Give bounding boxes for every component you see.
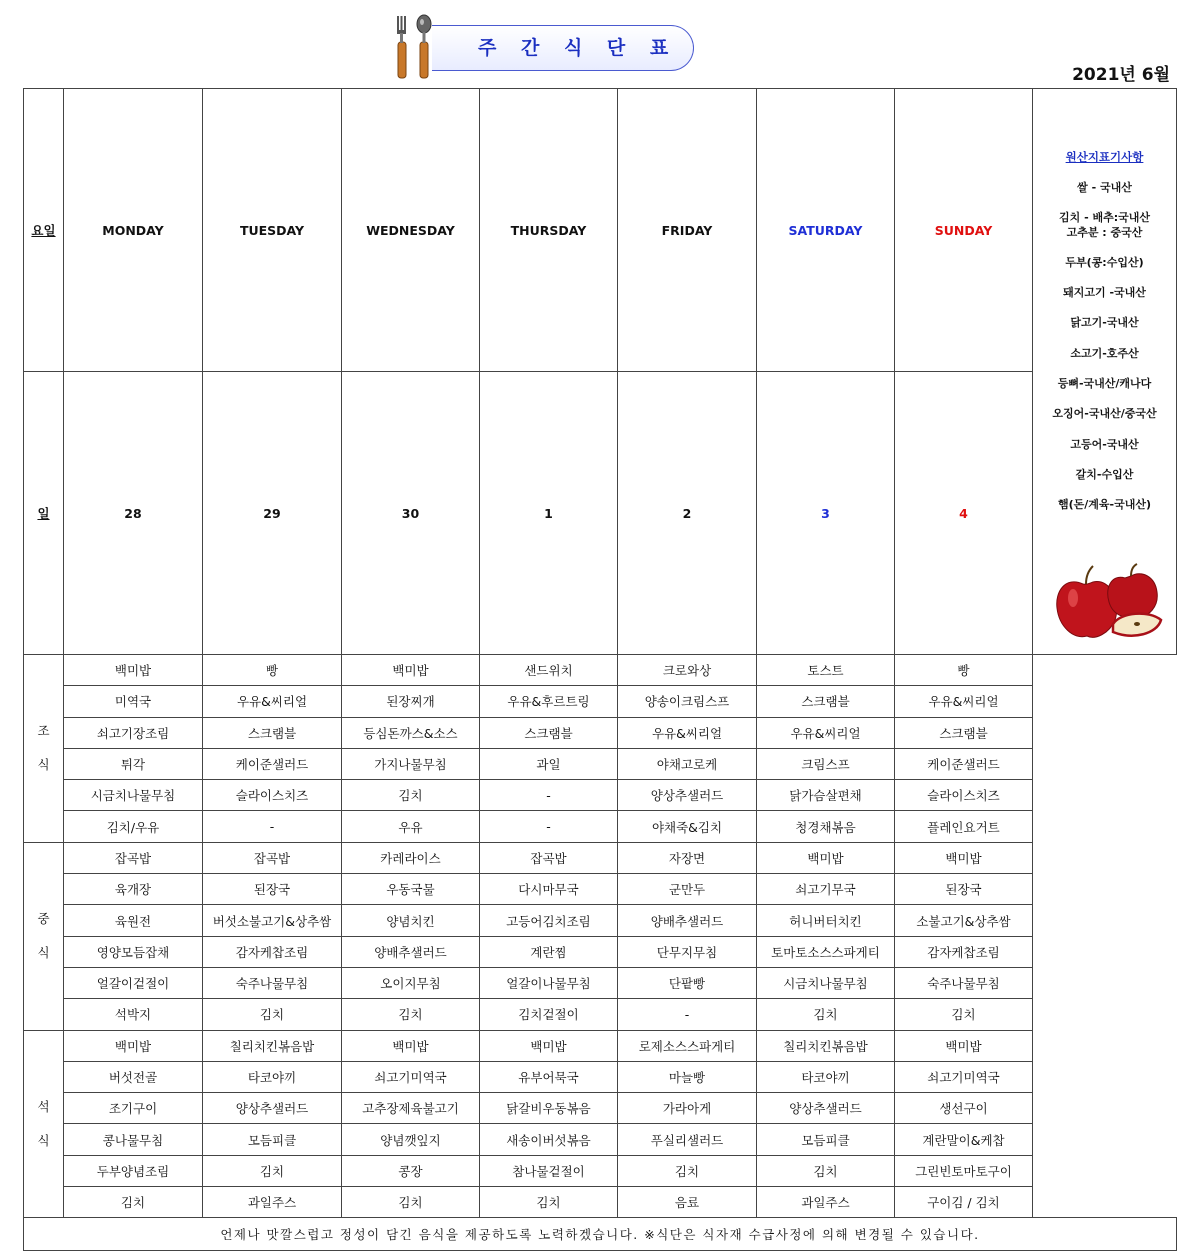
lunch-saturday-dish: 시금치나물무침 [757, 967, 895, 998]
dinner-tuesday-dish: 타코야끼 [203, 1061, 342, 1092]
table-row [24, 999, 1177, 1030]
origin-item: 갈치-수입산 [1075, 467, 1134, 481]
weekday-wednesday: WEDNESDAY [342, 89, 480, 372]
dinner-tuesday-dish: 양상추샐러드 [203, 1093, 342, 1124]
breakfast-sunday-dish: 빵 [895, 655, 1033, 686]
dinner-monday-dish: 김치 [64, 1187, 203, 1218]
dinner-tuesday-dish: 김치 [203, 1155, 342, 1186]
date-thursday: 1 [480, 372, 618, 655]
breakfast-sunday-dish: 플레인요거트 [895, 811, 1033, 842]
lunch-friday-dish: 군만두 [618, 874, 757, 905]
origin-item: 닭고기-국내산 [1070, 316, 1139, 330]
date-wednesday: 30 [342, 372, 480, 655]
dinner-label-char: 석 [37, 1098, 50, 1114]
table-row [24, 1061, 1177, 1092]
table-row [24, 936, 1177, 967]
lunch-sunday-dish: 된장국 [895, 874, 1033, 905]
menu-body [24, 655, 1177, 1218]
dinner-thursday-dish: 유부어묵국 [480, 1061, 618, 1092]
breakfast-monday-dish: 김치/우유 [64, 811, 203, 842]
breakfast-wednesday-dish: 김치 [342, 780, 480, 811]
breakfast-tuesday-dish: 빵 [203, 655, 342, 686]
dinner-tuesday-dish: 과일주스 [203, 1187, 342, 1218]
dinner-friday-dish: 푸실리샐러드 [618, 1124, 757, 1155]
lunch-saturday-dish: 백미밥 [757, 842, 895, 873]
footer-note: 언제나 맛깔스럽고 정성이 담긴 음식을 제공하도록 노력하겠습니다. ※식단은 식자재 수급사정에 의해 변경될 수 있습니다. [24, 1218, 1177, 1251]
dinner-thursday-dish: 김치 [480, 1187, 618, 1218]
dinner-thursday-dish: 닭갈비우동볶음 [480, 1093, 618, 1124]
lunch-friday-dish: - [618, 999, 757, 1030]
breakfast-monday-dish: 시금치나물무침 [64, 780, 203, 811]
dinner-wednesday-dish: 양념깻잎지 [342, 1124, 480, 1155]
lunch-tuesday-dish: 잡곡밥 [203, 842, 342, 873]
breakfast-monday-dish: 튀각 [64, 748, 203, 779]
table-row [24, 905, 1177, 936]
dinner-sunday-dish: 구이김 / 김치 [895, 1187, 1033, 1218]
weekly-menu-table [23, 88, 1177, 1251]
lunch-tuesday-dish: 버섯소불고기&상추쌈 [203, 905, 342, 936]
breakfast-friday-dish: 양상추샐러드 [618, 780, 757, 811]
dinner-monday-dish: 두부양념조림 [64, 1155, 203, 1186]
breakfast-label [24, 655, 64, 843]
origin-item: 고추분 : 중국산 [1066, 225, 1143, 239]
weekday-label: 요일 [24, 89, 64, 372]
lunch-sunday-dish: 감자케찹조림 [895, 936, 1033, 967]
lunch-thursday-dish: 얼갈이나물무침 [480, 967, 618, 998]
origin-title: 원산지표기사항 [1065, 150, 1144, 164]
breakfast-friday-dish: 야채고로케 [618, 748, 757, 779]
dinner-wednesday-dish: 백미밥 [342, 1030, 480, 1061]
table-row [24, 655, 1177, 686]
lunch-friday-dish: 단무지무침 [618, 936, 757, 967]
table-row [24, 967, 1177, 998]
breakfast-wednesday-dish: 우유 [342, 811, 480, 842]
lunch-friday-dish: 단팥빵 [618, 967, 757, 998]
dinner-monday-dish: 콩나물무침 [64, 1124, 203, 1155]
dinner-saturday-dish: 양상추샐러드 [757, 1093, 895, 1124]
dinner-wednesday-dish: 김치 [342, 1187, 480, 1218]
dinner-label [24, 1030, 64, 1218]
lunch-friday-dish: 자장면 [618, 842, 757, 873]
lunch-monday-dish: 잡곡밥 [64, 842, 203, 873]
breakfast-friday-dish: 우유&씨리얼 [618, 717, 757, 748]
weekday-monday: MONDAY [64, 89, 203, 372]
table-row [24, 1093, 1177, 1124]
lunch-sunday-dish: 소불고기&상추쌈 [895, 905, 1033, 936]
lunch-monday-dish: 육개장 [64, 874, 203, 905]
dinner-saturday-dish: 김치 [757, 1155, 895, 1186]
breakfast-friday-dish: 크로와상 [618, 655, 757, 686]
dinner-saturday-dish: 과일주스 [757, 1187, 895, 1218]
footer-row [24, 1218, 1177, 1251]
weekday-saturday: SATURDAY [757, 89, 895, 372]
date-row [24, 372, 1177, 655]
origin-list [1033, 181, 1176, 513]
dinner-friday-dish: 음료 [618, 1187, 757, 1218]
dinner-sunday-dish: 생선구이 [895, 1093, 1033, 1124]
origin-item: 등뼈-국내산/캐나다 [1057, 377, 1152, 391]
origin-item: 쌀 - 국내산 [1077, 181, 1132, 194]
breakfast-wednesday-dish: 가지나물무침 [342, 748, 480, 779]
breakfast-tuesday-dish: 슬라이스치즈 [203, 780, 342, 811]
breakfast-saturday-dish: 크림스프 [757, 748, 895, 779]
lunch-thursday-dish: 잡곡밥 [480, 842, 618, 873]
table-row [24, 686, 1177, 717]
dinner-sunday-dish: 백미밥 [895, 1030, 1033, 1061]
table-row [24, 1187, 1177, 1218]
date-monday: 28 [64, 372, 203, 655]
table-row [24, 874, 1177, 905]
origin-item: 돼지고기 -국내산 [1063, 286, 1146, 300]
lunch-thursday-dish: 다시마무국 [480, 874, 618, 905]
lunch-thursday-dish: 계란찜 [480, 936, 618, 967]
breakfast-monday-dish: 백미밥 [64, 655, 203, 686]
breakfast-thursday-dish: 과일 [480, 748, 618, 779]
date-saturday: 3 [757, 372, 895, 655]
date-sunday: 4 [895, 372, 1033, 655]
origin-item: 오징어-국내산/중국산 [1052, 407, 1157, 421]
lunch-tuesday-dish: 김치 [203, 999, 342, 1030]
lunch-wednesday-dish: 김치 [342, 999, 480, 1030]
weekday-sunday: SUNDAY [895, 89, 1033, 372]
weekday-row [24, 89, 1177, 372]
origin-item: 고등어-국내산 [1070, 437, 1139, 451]
page-header [0, 0, 1200, 88]
table-row [24, 717, 1177, 748]
day-label: 일 [24, 372, 64, 655]
breakfast-sunday-dish: 스크램블 [895, 717, 1033, 748]
lunch-label-char: 중 [37, 911, 50, 927]
lunch-wednesday-dish: 오이지무침 [342, 967, 480, 998]
lunch-monday-dish: 얼갈이겉절이 [64, 967, 203, 998]
breakfast-label-char: 식 [37, 757, 50, 773]
breakfast-sunday-dish: 슬라이스치즈 [895, 780, 1033, 811]
dinner-thursday-dish: 백미밥 [480, 1030, 618, 1061]
lunch-label-char: 식 [37, 945, 50, 961]
lunch-thursday-dish: 고등어김치조림 [480, 905, 618, 936]
table-row [24, 780, 1177, 811]
breakfast-friday-dish: 양송이크림스프 [618, 686, 757, 717]
dinner-friday-dish: 마늘빵 [618, 1061, 757, 1092]
table-row [24, 1030, 1177, 1061]
dinner-monday-dish: 백미밥 [64, 1030, 203, 1061]
breakfast-thursday-dish: 스크램블 [480, 717, 618, 748]
lunch-tuesday-dish: 감자케찹조림 [203, 936, 342, 967]
dinner-sunday-dish: 그린빈토마토구이 [895, 1155, 1033, 1186]
lunch-monday-dish: 석박지 [64, 999, 203, 1030]
breakfast-monday-dish: 미역국 [64, 686, 203, 717]
dinner-tuesday-dish: 칠리치킨볶음밥 [203, 1030, 342, 1061]
lunch-wednesday-dish: 카레라이스 [342, 842, 480, 873]
table-row [24, 842, 1177, 873]
origin-item: 소고기-호주산 [1070, 346, 1139, 360]
origin-item: 두부(콩:수입산) [1065, 255, 1144, 269]
table-row [24, 1155, 1177, 1186]
dinner-sunday-dish: 계란말이&케찹 [895, 1124, 1033, 1155]
breakfast-saturday-dish: 닭가슴살편채 [757, 780, 895, 811]
dinner-wednesday-dish: 고추장제육불고기 [342, 1093, 480, 1124]
lunch-saturday-dish: 김치 [757, 999, 895, 1030]
lunch-saturday-dish: 토마토소스스파게티 [757, 936, 895, 967]
origin-item: 김치 - 배추:국내산 [1058, 211, 1150, 225]
weekday-thursday: THURSDAY [480, 89, 618, 372]
lunch-sunday-dish: 백미밥 [895, 842, 1033, 873]
dinner-monday-dish: 조기구이 [64, 1093, 203, 1124]
date-tuesday: 29 [203, 372, 342, 655]
date-friday: 2 [618, 372, 757, 655]
breakfast-wednesday-dish: 된장찌개 [342, 686, 480, 717]
breakfast-tuesday-dish: 스크램블 [203, 717, 342, 748]
breakfast-wednesday-dish: 백미밥 [342, 655, 480, 686]
breakfast-saturday-dish: 우유&씨리얼 [757, 717, 895, 748]
lunch-thursday-dish: 김치겉절이 [480, 999, 618, 1030]
month-label: 2021년 6월 [1072, 65, 1170, 85]
dinner-saturday-dish: 모듬피클 [757, 1124, 895, 1155]
breakfast-thursday-dish: - [480, 811, 618, 842]
origin-item: 햄(돈/계육-국내산) [1057, 498, 1152, 512]
dinner-tuesday-dish: 모듬피클 [203, 1124, 342, 1155]
breakfast-thursday-dish: 우유&후르트링 [480, 686, 618, 717]
breakfast-wednesday-dish: 등심돈까스&소스 [342, 717, 480, 748]
weekday-friday: FRIDAY [618, 89, 757, 372]
breakfast-thursday-dish: - [480, 780, 618, 811]
table-row [24, 1124, 1177, 1155]
table-row [24, 811, 1177, 842]
dinner-friday-dish: 가라아게 [618, 1093, 757, 1124]
dinner-monday-dish: 버섯전골 [64, 1061, 203, 1092]
breakfast-saturday-dish: 토스트 [757, 655, 895, 686]
lunch-wednesday-dish: 양념치킨 [342, 905, 480, 936]
dinner-friday-dish: 로제소스스파게티 [618, 1030, 757, 1061]
dinner-thursday-dish: 참나물겉절이 [480, 1155, 618, 1186]
breakfast-saturday-dish: 스크램블 [757, 686, 895, 717]
apple-icon [1053, 562, 1163, 642]
lunch-wednesday-dish: 우동국물 [342, 874, 480, 905]
breakfast-sunday-dish: 케이준샐러드 [895, 748, 1033, 779]
page-title: 주 간 식 단 표 [478, 37, 678, 59]
dinner-wednesday-dish: 쇠고기미역국 [342, 1061, 480, 1092]
dinner-sunday-dish: 쇠고기미역국 [895, 1061, 1033, 1092]
lunch-sunday-dish: 숙주나물무침 [895, 967, 1033, 998]
dinner-thursday-dish: 새송이버섯볶음 [480, 1124, 618, 1155]
breakfast-tuesday-dish: 우유&씨리얼 [203, 686, 342, 717]
lunch-sunday-dish: 김치 [895, 999, 1033, 1030]
lunch-saturday-dish: 허니버터치킨 [757, 905, 895, 936]
lunch-tuesday-dish: 숙주나물무침 [203, 967, 342, 998]
breakfast-saturday-dish: 청경채볶음 [757, 811, 895, 842]
lunch-monday-dish: 영양모듬잡채 [64, 936, 203, 967]
dinner-saturday-dish: 칠리치킨볶음밥 [757, 1030, 895, 1061]
breakfast-label-char: 조 [37, 723, 50, 739]
breakfast-tuesday-dish: - [203, 811, 342, 842]
dinner-saturday-dish: 타코야끼 [757, 1061, 895, 1092]
breakfast-monday-dish: 쇠고기장조림 [64, 717, 203, 748]
dinner-wednesday-dish: 콩장 [342, 1155, 480, 1186]
origin-panel [1033, 89, 1177, 655]
table-row [24, 748, 1177, 779]
dinner-friday-dish: 김치 [618, 1155, 757, 1186]
lunch-friday-dish: 양배추샐러드 [618, 905, 757, 936]
lunch-label [24, 842, 64, 1030]
breakfast-tuesday-dish: 케이준샐러드 [203, 748, 342, 779]
lunch-wednesday-dish: 양배추샐러드 [342, 936, 480, 967]
breakfast-thursday-dish: 샌드위치 [480, 655, 618, 686]
lunch-monday-dish: 육원전 [64, 905, 203, 936]
weekday-tuesday: TUESDAY [203, 89, 342, 372]
breakfast-sunday-dish: 우유&씨리얼 [895, 686, 1033, 717]
lunch-tuesday-dish: 된장국 [203, 874, 342, 905]
dinner-label-char: 식 [37, 1132, 50, 1148]
breakfast-friday-dish: 야채죽&김치 [618, 811, 757, 842]
lunch-saturday-dish: 쇠고기무국 [757, 874, 895, 905]
